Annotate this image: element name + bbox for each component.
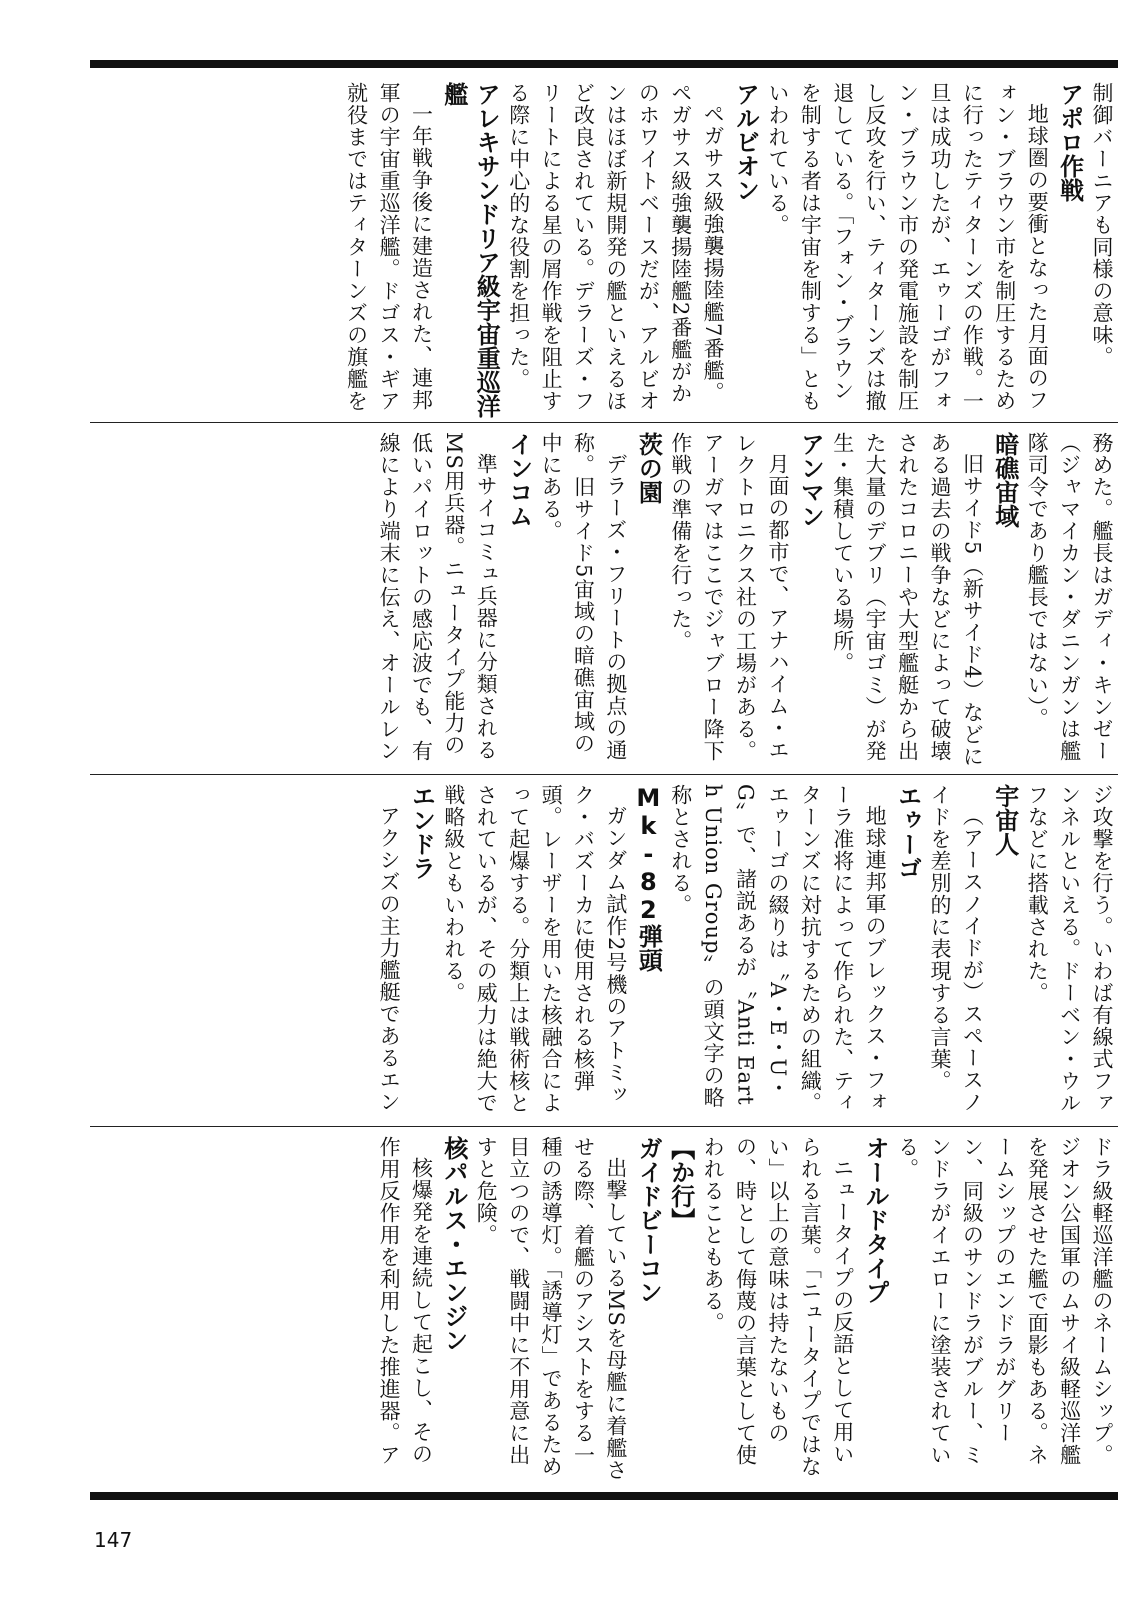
entry-body: アクシズの主力艦艇であるエン (377, 805, 402, 1113)
bottom-rule (90, 1492, 1118, 1500)
tier-1 (90, 82, 1118, 420)
tier-2-text (373, 432, 1118, 768)
entry-heading: 核パルス・エンジン (439, 1136, 468, 1352)
entry-body: 旧サイド5（新サイド4）などにある過去の戦争などによって破壊されたコロニーや大型艦艇から出た大量のデブリ（宇宙ゴミ）が発生・集積している場所。 (830, 432, 985, 768)
top-rule (90, 60, 1118, 68)
entry-body: （アースノイドが）スペースノイドを差別的に表現する言葉。 (927, 784, 985, 1113)
entry-heading: アンマン (796, 432, 825, 528)
tier-3 (90, 784, 1118, 1120)
entry-heading: Mk-82弾頭 (634, 784, 663, 972)
entry-heading: アレキサンドリア級宇宙重巡洋艦 (439, 82, 501, 418)
entry-heading: 宇宙人 (990, 784, 1019, 856)
lead-text: ドラ級軽巡洋艦のネームシップ。ジオン公国軍のムサイ級軽巡洋艦を発展させた艦で面影もある。ネームシップのエンドラがグリーン、同級のサンドラがブルー、ミンドラがイエローに塗装されている。 (895, 1136, 1114, 1466)
entry-body: 月面の都市で、アナハイム・エレクトロニクス社の工場がある。アーガマはここでジャブロー降下作戦の準備を行った。 (668, 432, 790, 762)
tier-3-text (373, 784, 1118, 1120)
entry-body: 地球圏の要衝となった月面のフォン・ブラウン市を制圧するために行ったティターンズの作戦。一旦は成功したが、エゥーゴがフォン・ブラウン市の発電施設を制圧し反攻を行い、ティターンズは撤退している。「フォン・ブラウンを制する者は宇宙を制する」ともいわれている。 (765, 82, 1050, 412)
entry-body: デラーズ・フリートの拠点の通称。旧サイド5宙域の暗礁宙域の中にある。 (539, 432, 628, 761)
entry-body: 地球連邦軍のブレックス・フォーラ准将によって作られた、ティターンズに対抗するための組織。エゥーゴの綴りは〝A・E・U・G〟で、諸説あるが〝Anti Earth Union Group〟の頭文字の略称とされる。 (668, 784, 888, 1114)
entry-body: 核爆発を連続して起こし、その作用反作用を利用した推進器。ア (377, 1136, 434, 1466)
entry-body: 出撃しているMSを母艦に着艦させる際、着艦のアシストをする一種の誘導灯。「誘導灯」であるため目立つので、戦闘中に不用意に出すと危険。 (474, 1136, 628, 1481)
entry-heading: エンドラ (407, 784, 436, 880)
page-number: 147 (94, 1528, 133, 1552)
entry-body: ペガサス級強襲揚陸艦7番艦。ペガサス級強襲揚陸艦2番艦がかのホワイトベースだが、アルビオンはほぼ新規開発の艦といえるほど改良されている。デラーズ・フリートによる星の屑作戦を阻止する際に中心的な役割を担った。 (506, 82, 726, 412)
entry-heading: ガイドビーコン (634, 1136, 663, 1304)
entry-body: 一年戦争後に建造された、連邦軍の宇宙重巡洋艦。ドゴス・ギア就役まではティターンズの旗艦を (344, 82, 434, 412)
entry-heading: アルビオン (731, 82, 760, 202)
entry-heading: アポロ作戦 (1055, 82, 1084, 202)
tier-divider (90, 774, 1118, 775)
entry-heading: 茨の園 (634, 432, 663, 504)
tier-divider (90, 1126, 1118, 1127)
tier-divider (90, 422, 1118, 423)
entry-heading: インコム (504, 432, 533, 528)
entry-heading: オールドタイプ (861, 1136, 890, 1304)
entry-body: ガンダム試作2号機のアトミック・バズーカに使用される核弾頭。レーザーを用いた核融合によって起爆する。分類上は戦術核とされているが、その威力は絶大で戦略級ともいわれる。 (441, 784, 628, 1114)
entry-body: 準サイコミュ兵器に分類されるMS用兵器。ニュータイプ能力の低いパイロットの感応波でも、有線により端末に伝え、オールレン (377, 432, 499, 762)
entry-heading: エゥーゴ (893, 784, 922, 880)
lead-text: 務めた。艦長はガディ・キンゼー（ジャマイカン・ダニンガンは艦隊司令であり艦長ではない）。 (1025, 432, 1114, 762)
lead-text: ジ攻撃を行う。いわば有線式ファンネルといえる。ドーベン・ウルフなどに搭載された。 (1025, 784, 1114, 1114)
entry-heading: 暗礁宙域 (990, 432, 1019, 528)
entry-body: ニュータイプの反語として用いられる言葉。「ニュータイプではない」以上の意味は持たないものの、時として侮蔑の言葉として使われることもある。 (701, 1136, 855, 1478)
tier-1-text (340, 82, 1118, 420)
tier-2 (90, 432, 1118, 768)
section-heading: 【か行】 (666, 1136, 695, 1232)
tier-4 (90, 1136, 1118, 1482)
tier-4-text (373, 1136, 1118, 1482)
lead-text: 制御バーニアも同様の意味。 (1090, 82, 1114, 368)
